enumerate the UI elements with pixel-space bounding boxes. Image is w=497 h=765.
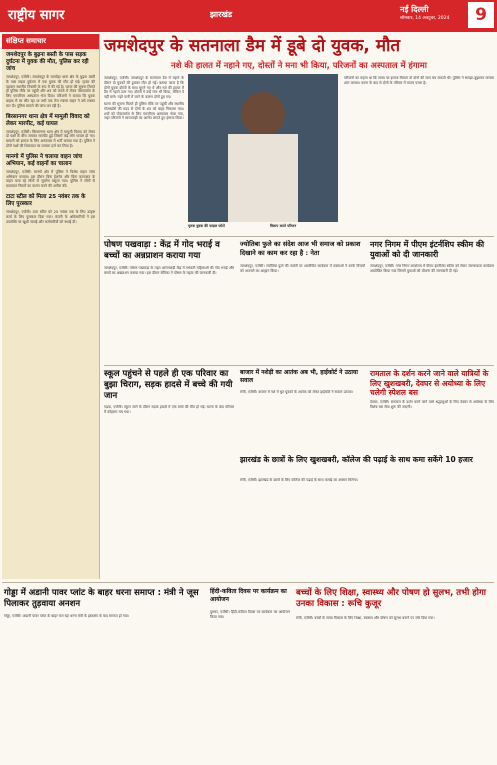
brief-body: जमशेदपुर, एजेंसी। जमशेदपुर के बागबेड़ा थाना क्षेत्र के बुढ़ना बस्ती के पास सड़क दुर्घटना में एक युवक की मौत हो गई। मृतक की पहचान स्थानीय निवासी के रूप में की गई है। घटना की सूचना मिलते ही पुलिस मौके पर पहुंची और शव को कब्जे में लेकर पोस्टमार्टम के लिए एमजीएम अस्पताल भेज दिया। परिजनों ने बताया कि युवक बाइक से घर लौट रहा था तभी एक तेज रफ्तार वाहन ने उसे टक्कर मार दी। पुलिस मामले की जांच कर रही है। [6, 75, 95, 108]
lead-body-right: परिजनों का कहना था कि समय पर इलाज मिलता तो दोनों की जान बच सकती थी। पुलिस ने समझा-बुझाकर मामला शांत कराया। घटना के बाद से दोनों के परिवार में मातम पसरा है। [344, 76, 494, 85]
story-body-jharkhand: रांची, एजेंसी। झारखंड के छात्रों के लिए कॉलेज की पढ़ाई के साथ कमाई का अवसर मिलेगा। [240, 478, 358, 482]
brief-news-column [2, 34, 100, 579]
brief-item [2, 191, 99, 226]
section-divider [104, 236, 494, 237]
edition-city: नई दिल्ली [400, 5, 429, 14]
story-headline-kids: बच्चों के लिए शिक्षा, स्वास्थ्य और पोषण हो सुलभ, तभी होगा उनका विकास : रूचि कुजूर [296, 588, 486, 609]
brief-item [2, 111, 99, 151]
story-headline-nutrition: पोषण पखवाड़ा : केंद्र में गोद भराई व बच्चों का अन्नप्राशन कराया गया [104, 240, 220, 261]
lead-caption-left: मृतक युवक की फाइल फोटो [188, 224, 225, 228]
story-headline-municipal: नगर निगम में पीएम इंटर्नशिप स्कीम की युवाओं को दी जानकारी [370, 240, 485, 259]
brief-news-header: संक्षिप्त समाचार [2, 34, 99, 49]
story-body-youth: जमशेदपुर, एजेंसी। ज्योतिबा फुले की जयंती पर आयोजित कार्यक्रम में वक्ताओं ने उनके विचारों को अपनाने का आह्वान किया। [240, 264, 365, 273]
brief-item [2, 49, 99, 111]
masthead [0, 0, 497, 32]
lead-headline: जमशेदपुर के सतनाला डैम में डूबे दो युवक, मौत [104, 36, 401, 56]
story-body-police: रांची, एजेंसी। बाजार में नशे में धुत युवकों के आतंक को लेकर हाईकोर्ट ने सवाल उठाया। [240, 390, 353, 394]
brief-title: जमशेदपुर के बुढ़ना बस्ती के पास सड़क दुर्घटना में युवक की मौत, पुलिस कर रही जांच [6, 52, 89, 72]
story-body-godda: गोड्डा, एजेंसी। अडानी पावर प्लांट के बाहर चल रहा धरना मंत्री के हस्तक्षेप के बाद समाप्त हो गया। [4, 614, 130, 618]
lead-photo [188, 74, 338, 222]
story-headline-youth: ज्योतिबा फुले का संदेश आज भी समाज को प्रकाश दिखाने का काम कर रहा है : नेता [240, 240, 361, 257]
story-headline-ramtal: रामताल के दर्शन करने जाने वाले यात्रियों के लिए खुशखबरी, देवघर से अयोध्या के लिए चलेगी स्पेशल बस [370, 369, 489, 397]
story-headline-godda: गोड्डा में अडानी पावर प्लांट के बाहर धरना समाप्त : मंत्री ने जूस पिलाकर तुड़वाया अनशन [4, 588, 199, 609]
brief-title: टाटा स्टील को मिला 25 नवंबर तक के लिए पुरस्कार [6, 193, 86, 207]
story-headline-jharkhand: झारखंड के छात्रों के लिए खुशखबरी, कॉलेज की पढ़ाई के साथ कमा सकेंगे 10 हजार [240, 455, 473, 464]
story-body-school: गढ़वा, एजेंसी। स्कूल जाने के दौरान सड़क हादसे में एक बच्चे की मौत हो गई। घटना के बाद परिवार में कोहराम मच गया। [104, 405, 234, 414]
lead-caption-right: विलाप करते परिजन [270, 224, 297, 228]
edition-state: झारखंड [210, 10, 233, 19]
story-headline-hindi: हिंदी-कविता दिवस पर कार्यक्रम का आयोजन [210, 588, 287, 603]
story-body-ramtal: देवघर, एजेंसी। रामताल के दर्शन करने जाने वाले श्रद्धालुओं के लिए देवघर से अयोध्या के लिए विशेष बस सेवा शुरू की जाएगी। [370, 400, 494, 409]
newspaper-name: राष्ट्रीय सागर [8, 8, 65, 23]
lead-body: जमशेदपुर, एजेंसी। जमशेदपुर के सतनाला डैम में नहाने के दौरान दो युवकों की डूबकर मौत हो गई। बताया जाता है कि दोनों युवक दोस्तों के साथ घूमने गए थे और नशे की हालत में डैम में नहाने उतर गए। दोस्तों ने उन्हें मना भी किया, लेकिन वे नहीं माने। गहरे पानी में जाने के कारण दोनों डूब गए। घटना की सूचना मिलते ही पुलिस मौके पर पहुंची और स्थानीय गोताखोरों की मदद से दोनों के शव को बाहर निकाला गया। शवों को पोस्टमार्टम के लिए एमजीएम अस्पताल भेजा गया, जहां परिजनों ने लापरवाही का आरोप लगाते हुए हंगामा किया। [104, 76, 184, 121]
story-body-kids: रांची, एजेंसी। बच्चों के समग्र विकास के लिए शिक्षा, स्वास्थ्य और पोषण को सुलभ बनाने पर जोर दिया गया। [296, 616, 435, 620]
brief-item [2, 151, 99, 191]
lead-subheadline: नशे की हालत में नहाने गए, दोस्तों ने मना भी किया, परिजनों का अस्पताल में हंगामा [171, 60, 427, 70]
page-number: 9 [468, 2, 494, 28]
story-body-nutrition: जमशेदपुर, एजेंसी। पोषण पखवाड़ा के तहत आंगनबाड़ी केंद्र में गर्भवती महिलाओं की गोद भराई और बच्चों का अन्नप्राशन कराया गया। इस दौरान सेविका ने पोषण के महत्व की जानकारी दी। [104, 266, 234, 275]
story-headline-school: स्कूल पहुंचने से पहले ही एक परिवार का बुझा चिराग, सड़क हादसे में बच्चे की गयी जान [104, 369, 233, 401]
brief-body: जमशेदपुर, एजेंसी। बिरसानगर थाना क्षेत्र में मामूली विवाद को लेकर दो पक्षों के बीच जमकर मारपीट हुई जिसमें कई लोग घायल हो गए। घायलों को इलाज के लिए अस्पताल में भर्ती कराया गया है। पुलिस ने दोनों पक्षों की शिकायत पर मामला दर्ज कर लिया है। [6, 129, 95, 148]
brief-body: जमशेदपुर, एजेंसी। टाटा स्टील को 25 नवंबर तक के लिए उत्कृष्ट कार्य के लिए पुरस्कार दिया गया। कंपनी के अधिकारियों ने इस उपलब्धि पर खुशी जताई और कर्मचारियों को बधाई दी। [6, 209, 95, 224]
lead-photo-illustration [188, 74, 338, 222]
edition-date: सोमवार, 14 अक्टूबर, 2024 [400, 16, 450, 21]
section-divider [104, 365, 494, 366]
brief-body: जमशेदपुर, एजेंसी। मानगो क्षेत्र में पुलिस ने विशेष वाहन जांच अभियान चलाया। इस दौरान बिना हेलमेट और बिना कागजात के वाहन चला रहे लोगों से जुर्माना वसूला गया। पुलिस ने लोगों से यातायात नियमों का पालन करने की अपील की। [6, 169, 95, 189]
story-body-hindi: दुमका, एजेंसी। हिंदी-कविता दिवस पर कार्यक्रम का आयोजन किया गया। [210, 610, 290, 619]
brief-title: मानगो में पुलिस ने चलाया वाहन जांच अभियान, कई वाहनों का चालान [6, 153, 83, 167]
story-headline-police: बाजार में नशेड़ी का आतंक अब भी, हाईकोर्ट ने उठाया सवाल [240, 369, 358, 384]
story-body-municipal: जमशेदपुर, एजेंसी। नगर निगम कार्यालय में पीएम इंटर्नशिप स्कीम को लेकर जागरूकता कार्यक्रम आयोजित किया गया जिसमें युवाओं को योजना की जानकारी दी गई। [370, 264, 494, 273]
section-divider [2, 582, 494, 583]
brief-title: बिरसानगर थाना क्षेत्र में मामूली विवाद को लेकर मारपीट, कई घायल [6, 113, 90, 127]
